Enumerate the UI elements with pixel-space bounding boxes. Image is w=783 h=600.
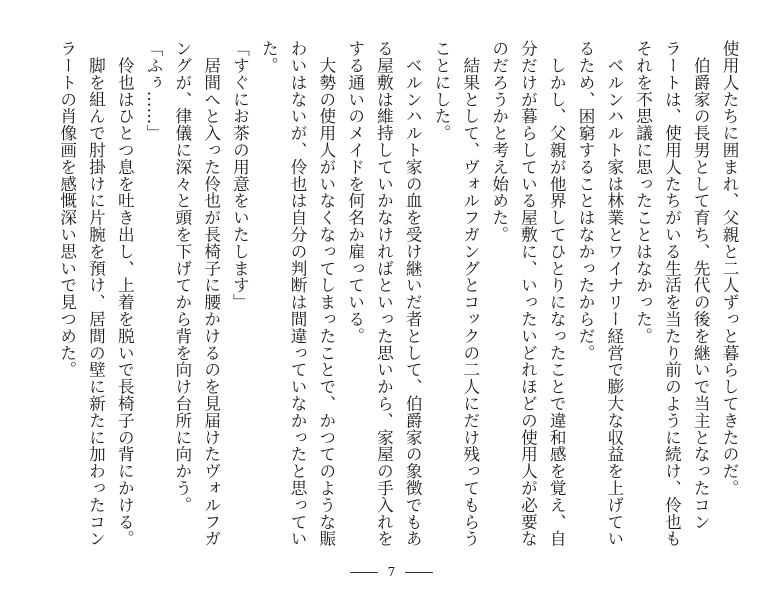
text-line: 脚を組んで肘掛けに片腕を預け、居間の壁に新たに加わったコン <box>86 40 106 547</box>
text-line: ングが、律儀に深々と頭を下げてから背を向け台所に向かう。 <box>172 40 192 514</box>
text-line: ベルンハルト家の血を受け継いだ者として、伯爵家の象徴でもあ <box>403 40 423 547</box>
text-line: ベルンハルト家は林業とワイナリー経営で膨大な収益を上げてい <box>604 40 624 547</box>
text-line: それを不思議に思ったことはなかった。 <box>633 40 653 345</box>
text-line: 結果として、ヴォルフガングとコックの二人にだけ残ってもらう <box>460 40 480 547</box>
text-line: た。 <box>259 40 279 74</box>
text-line: わいはないが、伶也は自分の判断は間違っていなかったと思ってい <box>288 40 308 547</box>
text-line: 大勢の使用人がいなくなってしまったことで、かつてのような賑 <box>316 40 336 547</box>
text-line: する通いのメイドを何名か雇っている。 <box>345 40 365 345</box>
vertical-text-body <box>52 40 743 560</box>
text-line: ラートの肖像画を感慨深い思いで見つめた。 <box>57 40 77 378</box>
folio-rule-right <box>405 572 433 573</box>
text-line: 伶也はひとつ息を吐き出し、上着を脱いで長椅子の背にかける。 <box>115 40 135 547</box>
folio-rule-left <box>350 572 378 573</box>
dialogue-line: 「ふぅ……」 <box>144 40 164 142</box>
text-line: 分だけが暮らしている屋敷に、いったいどれほどの使用人が必要な <box>518 40 538 547</box>
page-footer <box>0 565 783 579</box>
text-line: る屋敷は維持していかなければといった思いから、家屋の手入れを <box>374 40 394 547</box>
text-line: 居間へと入った伶也が長椅子に腰かけるのを見届けたヴォルフガ <box>201 40 221 547</box>
text-line: ラートは、使用人たちがいる生活を当たり前のように続け、伶也も <box>662 40 682 547</box>
text-line: ことにした。 <box>432 40 452 142</box>
text-line: 使用人たちに囲まれ、父親と二人ずっと暮らしてきたのだ。 <box>720 40 739 497</box>
text-line: 伯爵家の長男として育ち、先代の後を継いで当主となったコン <box>691 40 711 531</box>
page-number: 7 <box>387 565 396 579</box>
dialogue-line: 「すぐにお茶の用意をいたします」 <box>230 40 250 311</box>
text-line: るため、困窮することはなかったからだ。 <box>576 40 596 362</box>
text-line: のだろうかと考え始めた。 <box>489 40 509 243</box>
text-line: しかし、父親が他界してひとりになったことで違和感を覚え、自 <box>547 40 567 547</box>
